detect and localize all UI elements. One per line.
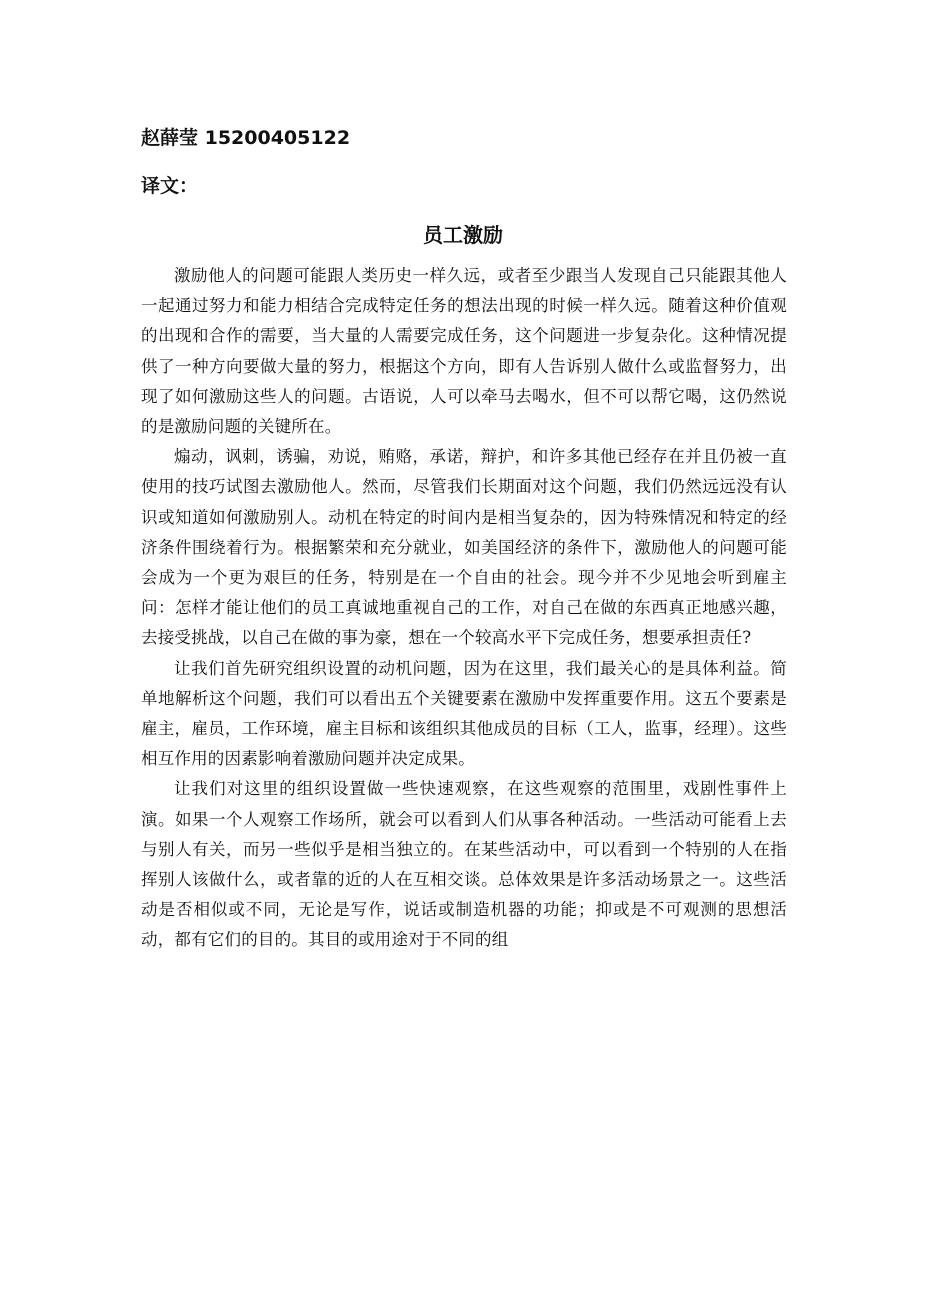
author-line: 赵薛莹 15200405122 (141, 127, 351, 149)
translation-label: 译文： (141, 175, 199, 197)
paragraph-1: 激励他人的问题可能跟人类历史一样久远，或者至少跟当人发现自己只能跟其他人一起通过努力和能力相结合完成特定任务的想法出现的时候一样久远。随着这种价值观的出现和合作的需要，当大量的人需要完成任务，这个问题进一步复杂化。这种情况提供了一种方向要做大量的努力，根据这个方向，即有人告诉别人做什么或监督努力，出现了如何激励这些人的问题。古语说，人可以牵马去喝水，但不可以帮它喝，这仍然说的是激励问题的关键所在。 (141, 266, 787, 437)
document-body (141, 261, 787, 956)
paragraph-4: 让我们对这里的组织设置做一些快速观察，在这些观察的范围里，戏剧性事件上演。如果一个人观察工作场所，就会可以看到人们从事各种活动。一些活动可能看上去与别人有关，而另一些似乎是相当独立的。在某些活动中，可以看到一个特别的人在指挥别人该做什么，或者靠的近的人在互相交谈。总体效果是许多活动场景之一。这些活动是否相似或不同，无论是写作，说话或制造机器的功能；抑或是不可观测的思想活动，都有它们的目的。其目的或用途对于不同的组 (141, 779, 787, 950)
paragraph-2: 煽动，讽刺，诱骗，劝说，贿赂，承诺，辩护，和许多其他已经存在并且仍被一直使用的技巧试图去激励他人。然而，尽管我们长期面对这个问题，我们仍然远远没有认识或知道如何激励别人。动机在特定的时间内是相当复杂的，因为特殊情况和特定的经济条件围绕着行为。根据繁荣和充分就业，如美国经济的条件下，激励他人的问题可能会成为一个更为艰巨的任务，特别是在一个自由的社会。现今并不少见地会听到雇主问：怎样才能让他们的员工真诚地重视自己的工作，对自己在做的东西真正地感兴趣，去接受挑战，以自己在做的事为豪，想在一个较高水平下完成任务，想要承担责任? (141, 447, 787, 648)
document-title: 员工激励 (423, 223, 503, 247)
paragraph-3: 让我们首先研究组织设置的动机问题，因为在这里，我们最关心的是具体利益。简单地解析这个问题，我们可以看出五个关键要素在激励中发挥重要作用。这五个要素是雇主，雇员，工作环境，雇主目标和该组织其他成员的目标（工人，监事，经理）。这些相互作用的因素影响着激励问题并决定成果。 (141, 658, 787, 769)
